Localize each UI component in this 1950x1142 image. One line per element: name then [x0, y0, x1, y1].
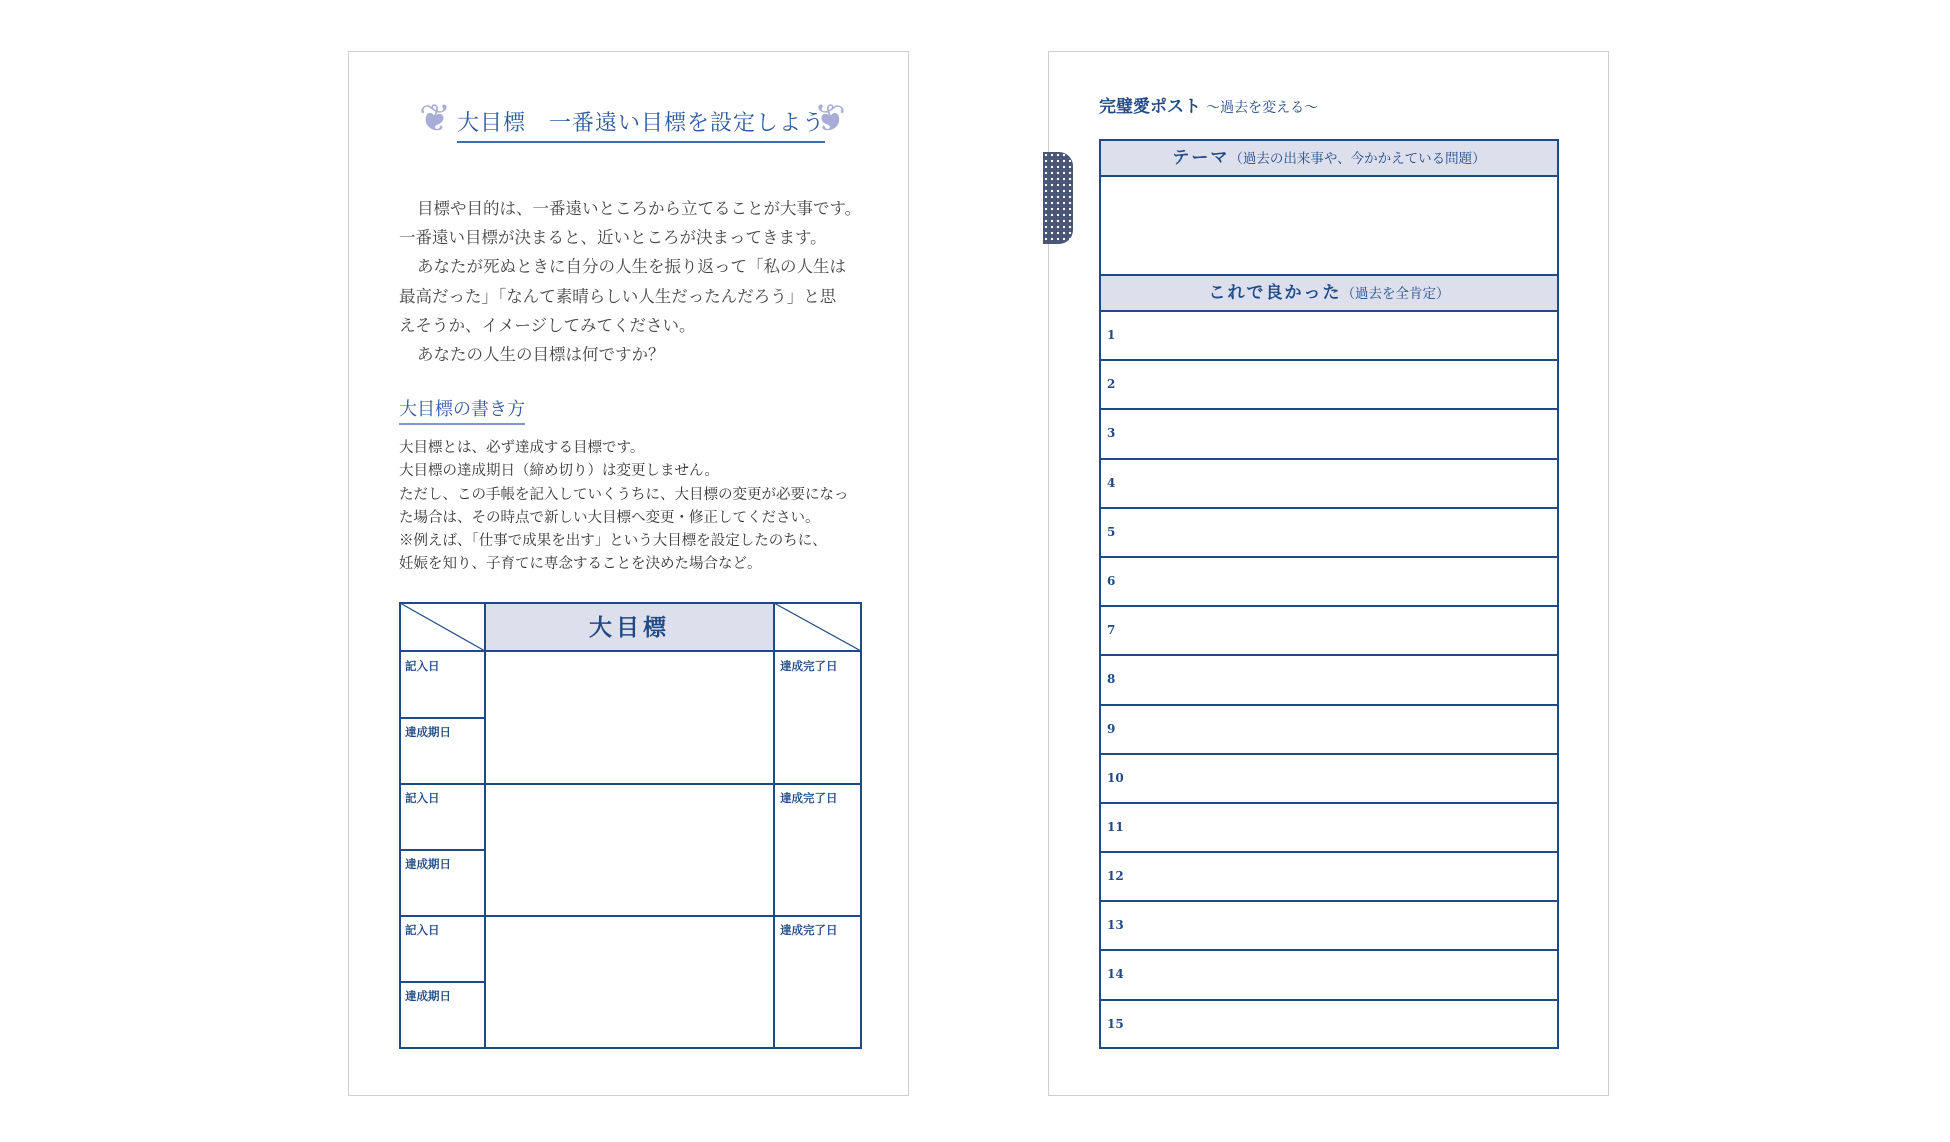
- deadline-label: 達成期日: [405, 989, 451, 1003]
- ornament-right-icon: ❦: [814, 96, 846, 140]
- guide-text: [399, 437, 849, 577]
- left-page: [348, 51, 909, 1096]
- entry-date-label: 記入日: [405, 791, 440, 805]
- guide-line: 妊娠を知り、子育てに専念することを決めた場合など。: [399, 556, 762, 573]
- row-number: 2: [1107, 377, 1116, 392]
- list-row[interactable]: [1101, 902, 1557, 951]
- intro-line: あなたの人生の目標は何ですか？: [417, 345, 665, 365]
- list-row[interactable]: [1101, 312, 1557, 361]
- good-header: [1101, 276, 1557, 312]
- page-title: [1099, 92, 1318, 117]
- row-number: 10: [1107, 770, 1124, 785]
- theme-input[interactable]: [1101, 177, 1557, 276]
- deadline-label: 達成期日: [405, 857, 451, 871]
- good-header-note: （過去を全肯定）: [1341, 286, 1450, 302]
- intro-line: 一番遠い目標が決まると、近いところが決まってきます。: [399, 228, 827, 248]
- completed-date-label: 達成完了日: [780, 659, 838, 673]
- guide-line: た場合は、その時点で新しい大目標へ変更・修正してください。: [399, 509, 820, 526]
- good-header-label: これで良かった: [1208, 283, 1342, 303]
- row-number: 1: [1107, 328, 1116, 342]
- theme-header-label: テーマ: [1172, 148, 1230, 168]
- title-main: 完璧愛ポスト: [1099, 97, 1201, 117]
- intro-line: あなたが死ぬときに自分の人生を振り返って「私の人生は: [417, 257, 846, 277]
- guide-line: 大目標とは、必ず達成する目標です。: [399, 440, 645, 456]
- row-number: 12: [1107, 869, 1124, 884]
- row-number: 9: [1107, 721, 1116, 736]
- title-sub: ～過去を変える～: [1206, 100, 1319, 116]
- list-row[interactable]: [1101, 509, 1557, 558]
- theme-header-note: （過去の出来事や、今かかえている問題）: [1229, 151, 1486, 167]
- right-page: [1048, 51, 1609, 1096]
- guide-line: 大目標の達成期日（締め切り）は変更しません。: [399, 463, 719, 480]
- row-number: 6: [1107, 573, 1116, 588]
- entry-date-label: 記入日: [405, 923, 440, 937]
- guide-line: ※例えば、「仕事で成果を出す」という大目標を設定したのちに、: [399, 533, 827, 550]
- row-number: 4: [1107, 475, 1116, 490]
- row-number: 3: [1107, 426, 1116, 441]
- list-row[interactable]: [1101, 853, 1557, 902]
- intro-text: [399, 194, 879, 369]
- numbered-list: [1101, 312, 1557, 1048]
- diagonal-line: [774, 603, 861, 651]
- row-number: 8: [1107, 672, 1116, 687]
- row-number: 13: [1107, 918, 1124, 933]
- list-row[interactable]: [1101, 804, 1557, 853]
- row-number: 5: [1107, 524, 1116, 539]
- row-number: 11: [1107, 819, 1124, 834]
- list-row[interactable]: [1101, 558, 1557, 607]
- list-row[interactable]: [1101, 1001, 1557, 1048]
- goal-header: 大目標: [589, 615, 670, 641]
- diagonal-line: [400, 603, 485, 651]
- list-row[interactable]: [1101, 607, 1557, 656]
- completed-date-label: 達成完了日: [780, 791, 838, 805]
- post-table: [1099, 139, 1559, 1049]
- list-row[interactable]: [1101, 410, 1557, 459]
- page-tab[interactable]: [1043, 152, 1073, 244]
- intro-line: 目標や目的は、一番遠いところから立てることが大事です。: [417, 199, 862, 218]
- guide-line: ただし、この手帳を記入していくうちに、大目標の変更が必要になっ: [399, 486, 849, 503]
- list-row[interactable]: [1101, 951, 1557, 1000]
- row-number: 15: [1107, 1016, 1124, 1031]
- ornament-left-icon: ❦: [419, 96, 451, 140]
- list-row[interactable]: [1101, 656, 1557, 705]
- list-row[interactable]: [1101, 361, 1557, 410]
- intro-line: 最高だった」「なんて素晴らしい人生だったんだろう」と思: [399, 286, 837, 306]
- row-number: 14: [1107, 967, 1124, 982]
- page-title: 大目標 一番遠い目標を設定しよう: [457, 106, 825, 143]
- subheading: 大目標の書き方: [399, 395, 525, 425]
- theme-header: [1101, 141, 1557, 177]
- intro-line: えそうか、イメージしてみてください。: [399, 315, 696, 335]
- completed-date-label: 達成完了日: [780, 923, 838, 937]
- entry-date-label: 記入日: [405, 659, 440, 673]
- row-number: 7: [1107, 623, 1116, 638]
- list-row[interactable]: [1101, 706, 1557, 755]
- list-row[interactable]: [1101, 755, 1557, 804]
- deadline-label: 達成期日: [405, 725, 451, 739]
- list-row[interactable]: [1101, 460, 1557, 509]
